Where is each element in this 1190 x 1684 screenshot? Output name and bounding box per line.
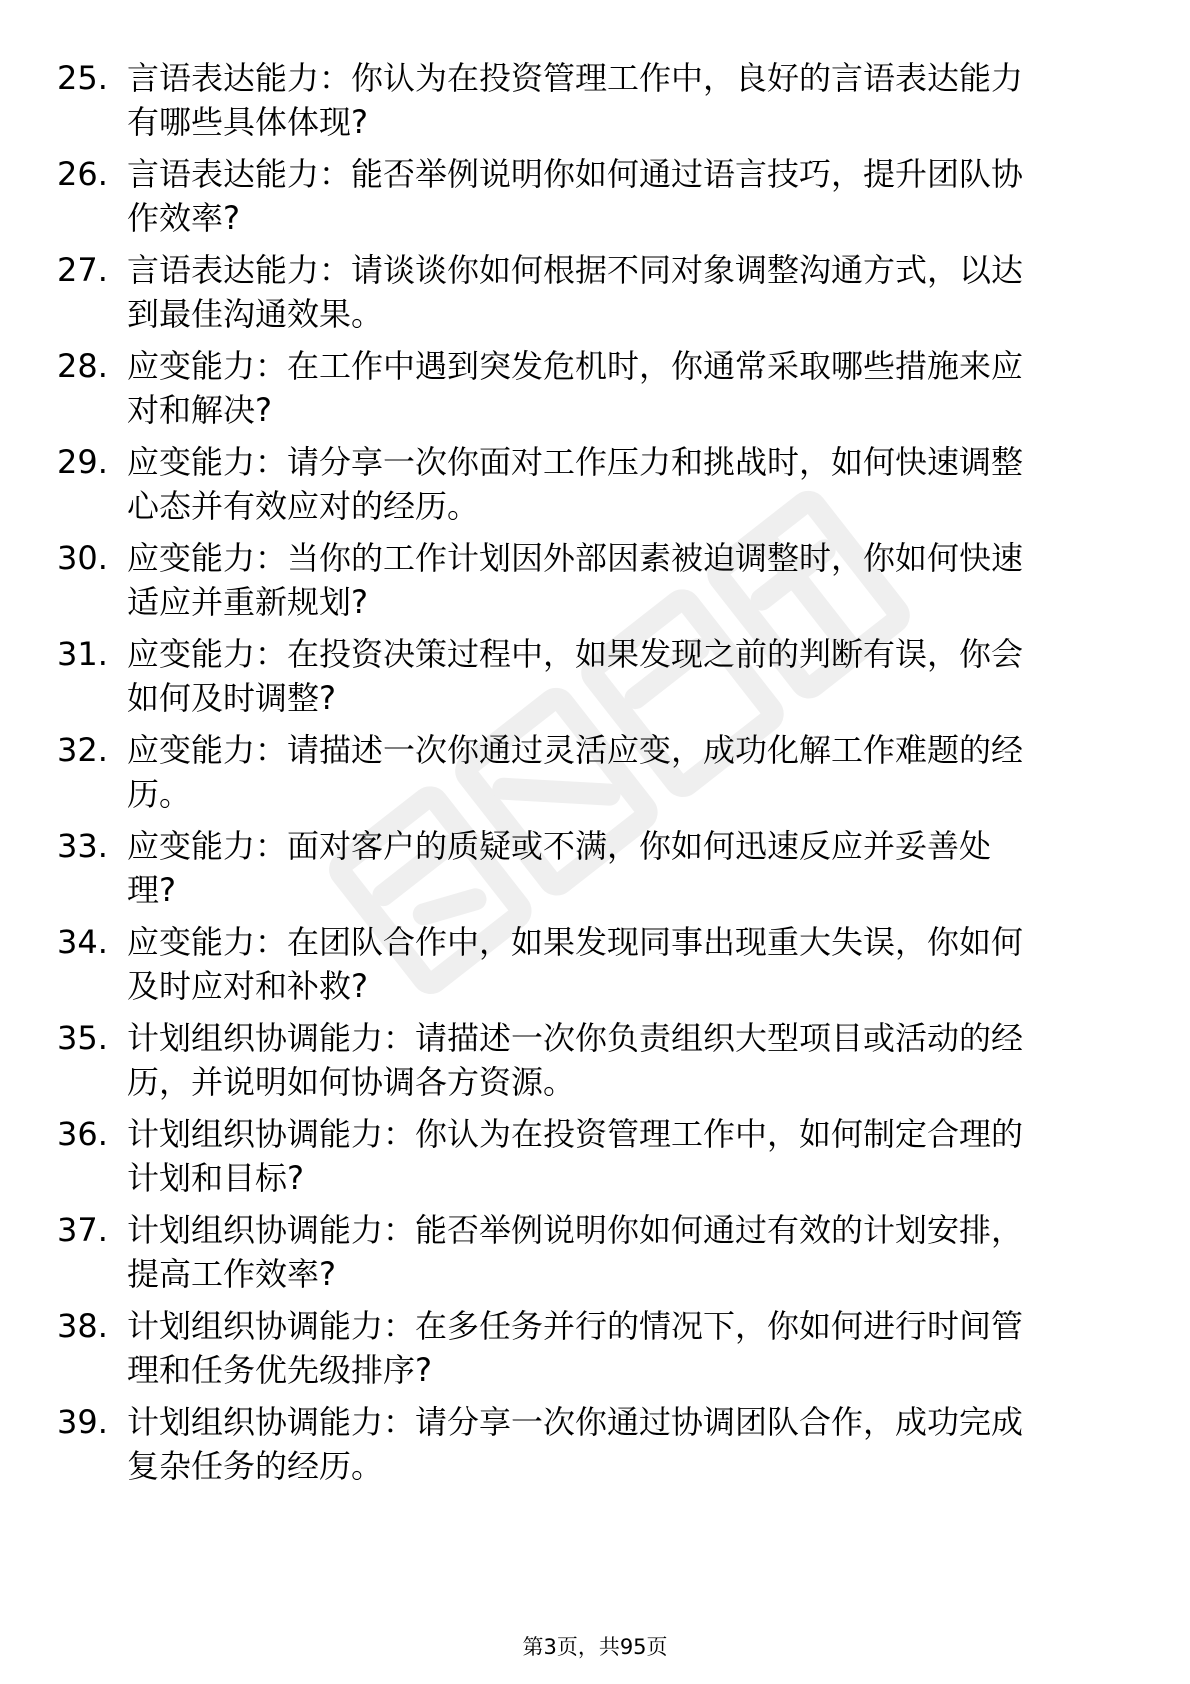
item-text	[127, 440, 1137, 528]
list-item	[0, 712, 1190, 813]
item-text	[127, 344, 1137, 432]
list-item	[0, 904, 1190, 1005]
item-line: 应变能力：面对客户的质疑或不满，你如何迅速反应并妥善处	[127, 827, 992, 865]
item-line: 理和任务优先级排序?	[127, 1351, 432, 1389]
item-line: 言语表达能力：你认为在投资管理工作中，良好的言语表达能力	[127, 59, 1024, 97]
item-line: 应变能力：当你的工作计划因外部因素被迫调整时，你如何快速	[127, 539, 1024, 577]
item-line: 理?	[127, 871, 176, 909]
item-line: 计划组织协调能力：请描述一次你负责组织大型项目或活动的经	[127, 1019, 1024, 1057]
item-text	[127, 1400, 1137, 1488]
list-item	[0, 1384, 1190, 1485]
item-number: 33.	[57, 827, 108, 865]
item-line: 心态并有效应对的经历。	[127, 487, 480, 525]
list-item	[0, 424, 1190, 525]
item-line: 适应并重新规划?	[127, 583, 368, 621]
item-line: 计划组织协调能力：在多任务并行的情况下，你如何进行时间管	[127, 1307, 1024, 1345]
item-line: 计划组织协调能力：你认为在投资管理工作中，如何制定合理的	[127, 1115, 1024, 1153]
list-item	[0, 1000, 1190, 1101]
item-line: 言语表达能力：请谈谈你如何根据不同对象调整沟通方式，以达	[127, 251, 1024, 289]
item-line: 到最佳沟通效果。	[127, 295, 384, 333]
item-text	[127, 1208, 1137, 1296]
item-number: 36.	[57, 1115, 108, 1153]
item-line: 对和解决?	[127, 391, 272, 429]
item-line: 历，并说明如何协调各方资源。	[127, 1063, 576, 1101]
item-text	[127, 632, 1137, 720]
item-line: 如何及时调整?	[127, 679, 336, 717]
item-text	[127, 536, 1137, 624]
item-number: 31.	[57, 635, 108, 673]
item-line: 历。	[127, 775, 192, 813]
list-item	[0, 520, 1190, 621]
item-line: 计划和目标?	[127, 1159, 304, 1197]
list-item	[0, 1192, 1190, 1293]
item-line: 应变能力：请分享一次你面对工作压力和挑战时，如何快速调整	[127, 443, 1024, 481]
item-line: 及时应对和补救?	[127, 967, 368, 1005]
list-item	[0, 616, 1190, 717]
item-line: 作效率?	[127, 199, 240, 237]
item-text	[127, 728, 1137, 816]
item-number: 29.	[57, 443, 108, 481]
list-item	[0, 808, 1190, 909]
item-number: 35.	[57, 1019, 108, 1057]
item-line: 应变能力：在工作中遇到突发危机时，你通常采取哪些措施来应	[127, 347, 1024, 385]
list-item	[0, 1096, 1190, 1197]
item-text	[127, 152, 1137, 240]
page-footer	[0, 1633, 1190, 1661]
item-line: 提高工作效率?	[127, 1255, 336, 1293]
page-number: 第3页，共95页	[522, 1635, 668, 1659]
item-number: 39.	[57, 1403, 108, 1441]
item-text	[127, 1016, 1137, 1104]
item-number: 25.	[57, 59, 108, 97]
item-line: 应变能力：在投资决策过程中，如果发现之前的判断有误，你会	[127, 635, 1024, 673]
list-item	[0, 1288, 1190, 1389]
list-item	[0, 232, 1190, 333]
item-text	[127, 248, 1137, 336]
item-text	[127, 920, 1137, 1008]
item-text	[127, 824, 1137, 912]
item-line: 应变能力：在团队合作中，如果发现同事出现重大失误，你如何	[127, 923, 1024, 961]
item-text	[127, 1112, 1137, 1200]
item-number: 26.	[57, 155, 108, 193]
item-number: 34.	[57, 923, 108, 961]
item-number: 37.	[57, 1211, 108, 1249]
list-item	[0, 328, 1190, 429]
item-line: 计划组织协调能力：能否举例说明你如何通过有效的计划安排，	[127, 1211, 1024, 1249]
item-text	[127, 1304, 1137, 1392]
item-number: 27.	[57, 251, 108, 289]
item-line: 应变能力：请描述一次你通过灵活应变，成功化解工作难题的经	[127, 731, 1024, 769]
list-item	[0, 40, 1190, 141]
item-number: 38.	[57, 1307, 108, 1345]
item-line: 复杂任务的经历。	[127, 1447, 384, 1485]
item-line: 计划组织协调能力：请分享一次你通过协调团队合作，成功完成	[127, 1403, 1024, 1441]
question-list	[0, 40, 1190, 1485]
item-line: 言语表达能力：能否举例说明你如何通过语言技巧，提升团队协	[127, 155, 1024, 193]
list-item	[0, 136, 1190, 237]
item-number: 28.	[57, 347, 108, 385]
item-number: 30.	[57, 539, 108, 577]
item-line: 有哪些具体体现?	[127, 103, 368, 141]
item-text	[127, 56, 1137, 144]
item-number: 32.	[57, 731, 108, 769]
